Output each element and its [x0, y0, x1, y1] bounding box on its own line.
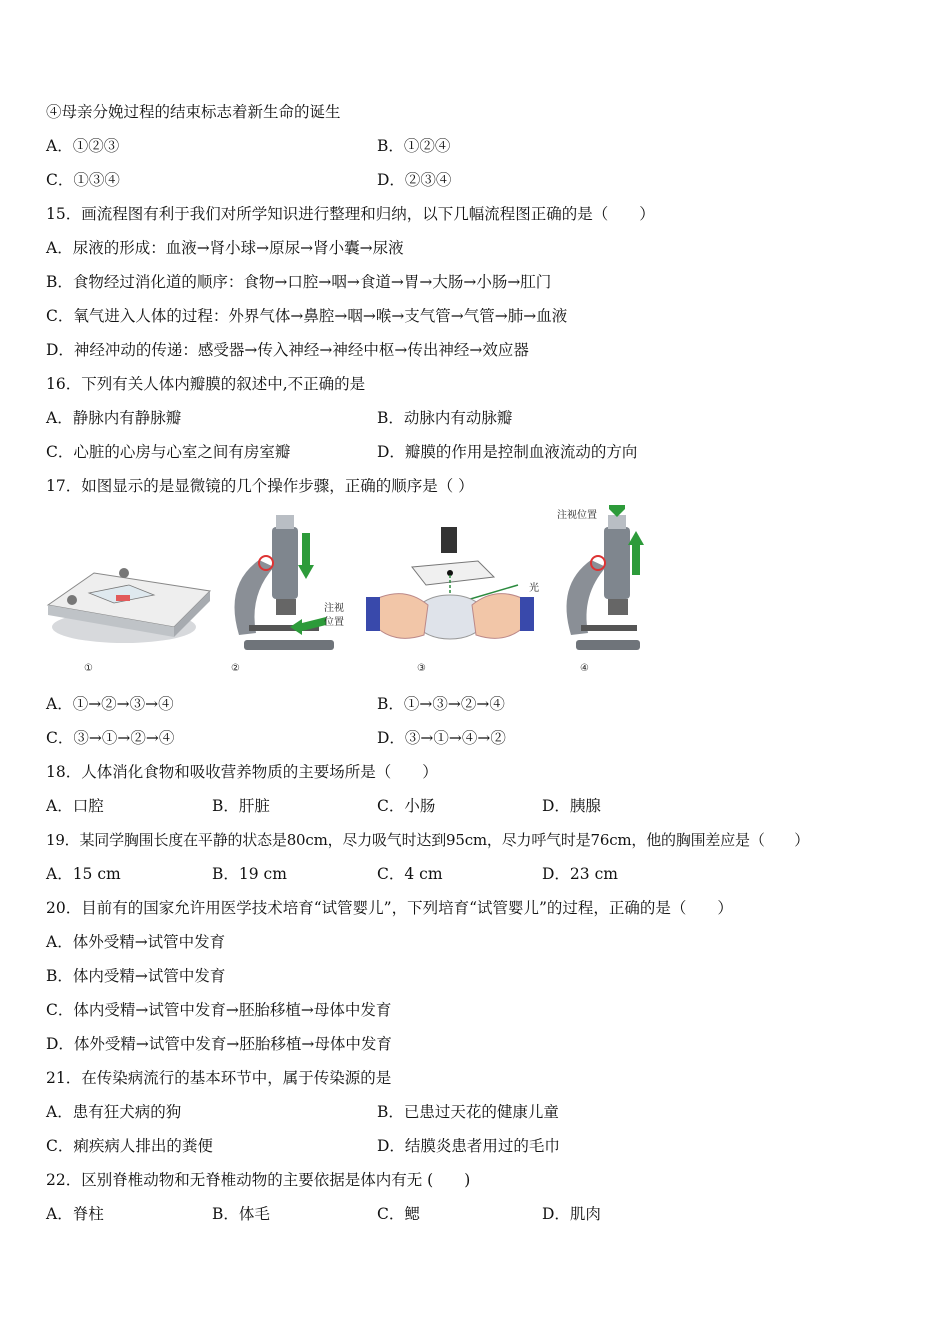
option-a: A．体外受精→试管中发育 — [46, 933, 226, 951]
option-c: C．心脏的心房与心室之间有房室瓣 — [46, 443, 291, 461]
option-b: B．①→③→②→④ — [377, 695, 505, 713]
option-d: D．②③④ — [377, 171, 452, 189]
option-c: C．小肠 — [377, 797, 436, 815]
step-2-label: ② — [231, 663, 240, 674]
step-3-label: ③ — [417, 663, 426, 674]
question-16: 16．下列有关人体内瓣膜的叙述中,不正确的是 — [46, 375, 366, 393]
option-d: D．结膜炎患者用过的毛巾 — [377, 1137, 560, 1155]
option-c: C．③→①→②→④ — [46, 729, 175, 747]
option-d: D．体外受精→试管中发育→胚胎移植→母体中发育 — [46, 1035, 392, 1053]
option-b: B．动脉内有动脉瓣 — [377, 409, 513, 427]
option-b: B．肝脏 — [212, 797, 270, 815]
option-c: C．①③④ — [46, 171, 120, 189]
question-15: 15．画流程图有利于我们对所学知识进行整理和归纳，以下几幅流程图正确的是（ ） — [46, 205, 655, 223]
question-20: 20．目前有的国家允许用医学技术培育“试管婴儿”，下列培育“试管婴儿”的过程，正确的是（ ） — [46, 899, 733, 917]
light-label: 光 — [529, 583, 539, 594]
option-c: C．氧气进入人体的过程：外界气体→鼻腔→咽→喉→支气管→气管→肺→血液 — [46, 307, 568, 325]
option-b: B．19 cm — [212, 865, 287, 883]
watch-position-label: 注视位置 — [557, 510, 597, 521]
option-d: D．肌肉 — [542, 1205, 601, 1223]
option-b: B．体内受精→试管中发育 — [46, 967, 226, 985]
option-d: D．胰腺 — [542, 797, 601, 815]
question-17: 17．如图显示的是显微镜的几个操作步骤，正确的顺序是（ ） — [46, 477, 474, 495]
option-b: B．①②④ — [377, 137, 451, 155]
step-3-light-image — [366, 527, 534, 639]
option-b: B．食物经过消化道的顺序：食物→口腔→咽→食道→胃→大肠→小肠→肛门 — [46, 273, 552, 291]
watch-position-label: 位置 — [324, 617, 344, 628]
step-4-label: ④ — [580, 663, 589, 674]
option-d: D．神经冲动的传递：感受器→传入神经→神经中枢→传出神经→效应器 — [46, 341, 529, 359]
step-1-stage-image — [48, 568, 210, 643]
option-c: C．4 cm — [377, 865, 443, 883]
option-c: C．痢疾病人排出的粪便 — [46, 1137, 213, 1155]
option-b: B．体毛 — [212, 1205, 270, 1223]
option-a: A．尿液的形成：血液→肾小球→原尿→肾小囊→尿液 — [46, 239, 404, 257]
option-a: A．①②③ — [46, 137, 120, 155]
step-2-microscope-image — [235, 515, 335, 650]
question-22: 22．区别脊椎动物和无脊椎动物的主要依据是体内有无 ( ) — [46, 1171, 471, 1189]
option-a: A．脊柱 — [46, 1205, 104, 1223]
watch-position-label: 注视 — [324, 603, 344, 614]
step-4-microscope-image — [567, 505, 645, 650]
option-c: C．鳃 — [377, 1205, 420, 1223]
option-b: B．已患过天花的健康儿童 — [377, 1103, 559, 1121]
text-line: ④母亲分娩过程的结束标志着新生命的诞生 — [46, 103, 341, 121]
option-a: A．15 cm — [46, 865, 121, 883]
option-d: D．23 cm — [542, 865, 618, 883]
question-19: 19．某同学胸围长度在平静的状态是80cm，尽力吸气时达到95cm，尽力呼气时是76cm，他的胸围差应是（ ） — [46, 831, 810, 849]
option-a: A．患有狂犬病的狗 — [46, 1103, 182, 1121]
option-a: A．①→②→③→④ — [46, 695, 174, 713]
option-a: A．静脉内有静脉瓣 — [46, 409, 182, 427]
question-21: 21．在传染病流行的基本环节中，属于传染源的是 — [46, 1069, 392, 1087]
option-a: A．口腔 — [46, 797, 104, 815]
option-d: D．③→①→④→② — [377, 729, 506, 747]
step-1-label: ① — [84, 663, 93, 674]
option-c: C．体内受精→试管中发育→胚胎移植→母体中发育 — [46, 1001, 392, 1019]
microscope-steps-figure — [44, 505, 644, 683]
option-d: D．瓣膜的作用是控制血液流动的方向 — [377, 443, 638, 461]
question-18: 18．人体消化食物和吸收营养物质的主要场所是（ ） — [46, 763, 438, 781]
